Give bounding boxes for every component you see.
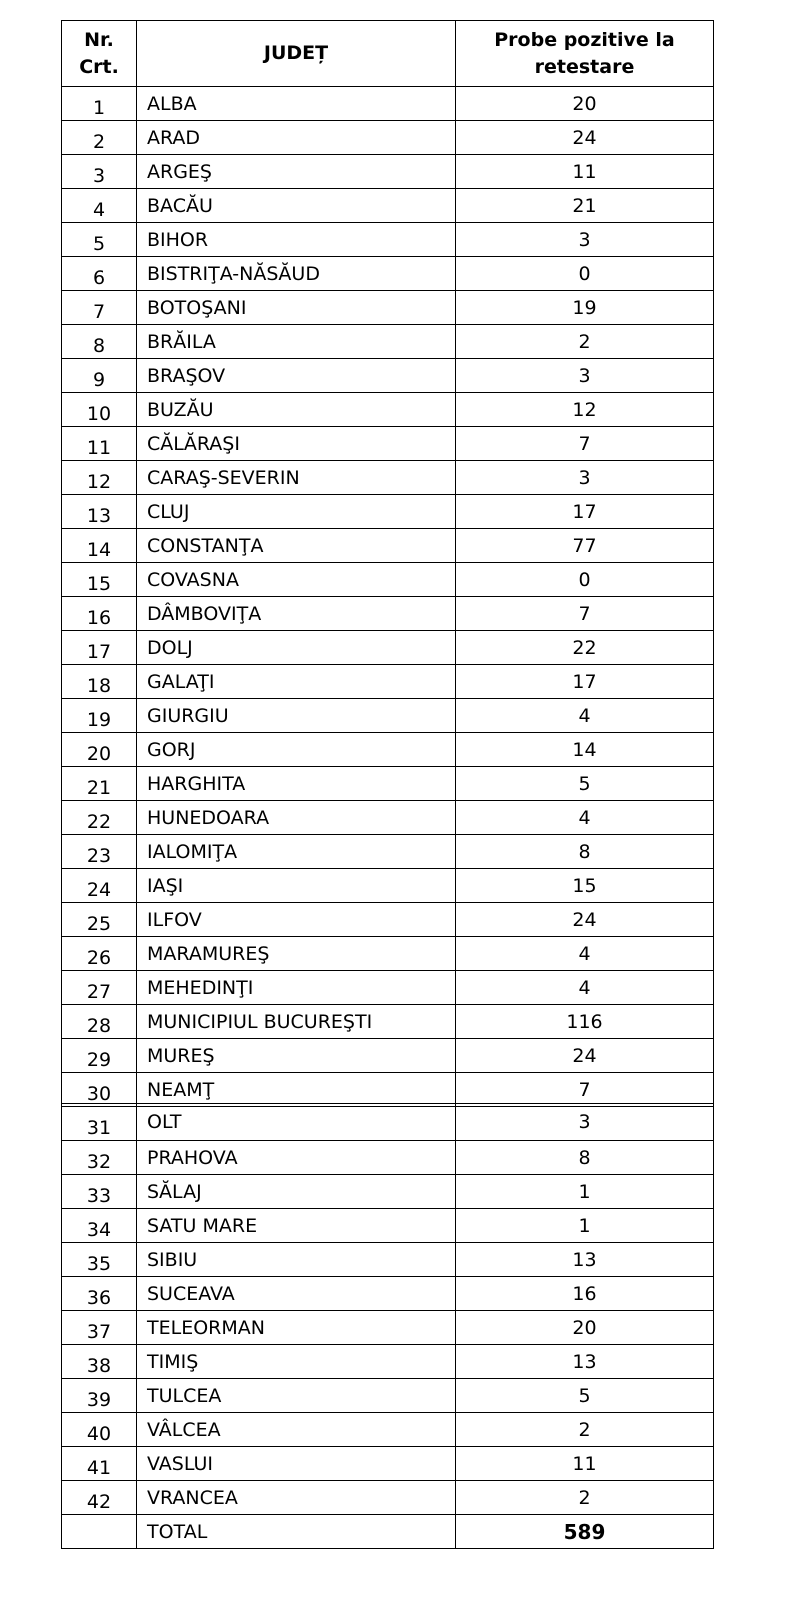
table-header-row xyxy=(62,21,714,87)
positive-count: 17 xyxy=(456,495,714,529)
table-row xyxy=(62,971,714,1005)
table-row xyxy=(62,1141,714,1175)
county-name: VASLUI xyxy=(137,1447,456,1481)
positive-count: 8 xyxy=(456,1141,714,1175)
total-nr xyxy=(62,1515,137,1549)
county-name: CONSTANŢA xyxy=(137,529,456,563)
table-row xyxy=(62,699,714,733)
positive-count: 15 xyxy=(456,869,714,903)
table-row xyxy=(62,869,714,903)
row-number: 32 xyxy=(62,1141,137,1175)
row-number: 37 xyxy=(62,1311,137,1345)
table-row xyxy=(62,155,714,189)
table-row xyxy=(62,1379,714,1413)
header-probe-line1: Probe pozitive la xyxy=(494,28,675,51)
county-name: BISTRIŢA-NĂSĂUD xyxy=(137,257,456,291)
positive-count: 19 xyxy=(456,291,714,325)
row-number: 26 xyxy=(62,937,137,971)
row-number: 6 xyxy=(62,257,137,291)
positive-count: 7 xyxy=(456,427,714,461)
county-name: GORJ xyxy=(137,733,456,767)
county-name: GIURGIU xyxy=(137,699,456,733)
row-number: 34 xyxy=(62,1209,137,1243)
positive-count: 4 xyxy=(456,699,714,733)
header-nr xyxy=(62,21,137,87)
county-name: ALBA xyxy=(137,87,456,121)
positive-count: 20 xyxy=(456,1311,714,1345)
positive-count: 11 xyxy=(456,1447,714,1481)
row-number: 14 xyxy=(62,529,137,563)
table-row xyxy=(62,1209,714,1243)
positive-count: 0 xyxy=(456,563,714,597)
row-number: 20 xyxy=(62,733,137,767)
table-row xyxy=(62,1005,714,1039)
table-row xyxy=(62,87,714,121)
row-number: 21 xyxy=(62,767,137,801)
row-number: 35 xyxy=(62,1243,137,1277)
positive-count: 24 xyxy=(456,121,714,155)
county-name: COVASNA xyxy=(137,563,456,597)
county-name: MARAMUREŞ xyxy=(137,937,456,971)
row-number: 12 xyxy=(62,461,137,495)
county-name: GALAŢI xyxy=(137,665,456,699)
row-number: 9 xyxy=(62,359,137,393)
row-number: 7 xyxy=(62,291,137,325)
county-name: SIBIU xyxy=(137,1243,456,1277)
positive-count: 16 xyxy=(456,1277,714,1311)
table-row xyxy=(62,1073,714,1107)
row-number: 5 xyxy=(62,223,137,257)
table-row xyxy=(62,631,714,665)
table-row xyxy=(62,1447,714,1481)
county-name: MEHEDINŢI xyxy=(137,971,456,1005)
row-number: 3 xyxy=(62,155,137,189)
header-probe xyxy=(456,21,714,87)
table-row xyxy=(62,1277,714,1311)
table-row xyxy=(62,325,714,359)
table-row xyxy=(62,1413,714,1447)
county-name: MUREŞ xyxy=(137,1039,456,1073)
positive-count: 1 xyxy=(456,1175,714,1209)
positive-count: 5 xyxy=(456,1379,714,1413)
positive-count: 3 xyxy=(456,1104,714,1141)
total-label: TOTAL xyxy=(137,1515,456,1549)
table-row xyxy=(62,665,714,699)
row-number: 42 xyxy=(62,1481,137,1515)
table-row xyxy=(62,393,714,427)
row-number: 41 xyxy=(62,1447,137,1481)
row-number: 11 xyxy=(62,427,137,461)
row-number: 23 xyxy=(62,835,137,869)
county-name: ILFOV xyxy=(137,903,456,937)
table-row xyxy=(62,529,714,563)
table-row xyxy=(62,427,714,461)
table-row xyxy=(62,257,714,291)
positive-count: 7 xyxy=(456,597,714,631)
table-row xyxy=(62,189,714,223)
row-number: 16 xyxy=(62,597,137,631)
row-number: 40 xyxy=(62,1413,137,1447)
positive-count: 1 xyxy=(456,1209,714,1243)
row-number: 25 xyxy=(62,903,137,937)
county-name: IALOMIŢA xyxy=(137,835,456,869)
table-row xyxy=(62,801,714,835)
county-name: CĂLĂRAŞI xyxy=(137,427,456,461)
row-number: 28 xyxy=(62,1005,137,1039)
total-value: 589 xyxy=(456,1515,714,1549)
positive-count: 2 xyxy=(456,325,714,359)
county-name: IAŞI xyxy=(137,869,456,903)
county-name: ARGEŞ xyxy=(137,155,456,189)
positive-count: 20 xyxy=(456,87,714,121)
row-number: 24 xyxy=(62,869,137,903)
county-name: ARAD xyxy=(137,121,456,155)
county-name: VRANCEA xyxy=(137,1481,456,1515)
positive-count: 13 xyxy=(456,1345,714,1379)
positive-count: 7 xyxy=(456,1073,714,1107)
row-number: 38 xyxy=(62,1345,137,1379)
positive-count: 2 xyxy=(456,1481,714,1515)
county-name: BRAŞOV xyxy=(137,359,456,393)
county-name: BRĂILA xyxy=(137,325,456,359)
positive-count: 14 xyxy=(456,733,714,767)
county-name: BACĂU xyxy=(137,189,456,223)
table-row xyxy=(62,563,714,597)
positive-count: 8 xyxy=(456,835,714,869)
row-number: 27 xyxy=(62,971,137,1005)
row-number: 30 xyxy=(62,1073,137,1107)
county-name: MUNICIPIUL BUCUREŞTI xyxy=(137,1005,456,1039)
positive-count: 21 xyxy=(456,189,714,223)
positive-count: 3 xyxy=(456,359,714,393)
positive-count: 77 xyxy=(456,529,714,563)
county-name: TIMIŞ xyxy=(137,1345,456,1379)
header-nr-line2: Crt. xyxy=(79,55,119,78)
table-row xyxy=(62,835,714,869)
table-row xyxy=(62,1104,714,1141)
table-row xyxy=(62,359,714,393)
row-number: 13 xyxy=(62,495,137,529)
header-judet: JUDEȚ xyxy=(137,21,456,87)
positive-count: 12 xyxy=(456,393,714,427)
positive-count: 24 xyxy=(456,1039,714,1073)
table-row xyxy=(62,767,714,801)
county-name: DÂMBOVIŢA xyxy=(137,597,456,631)
row-number: 8 xyxy=(62,325,137,359)
table-row xyxy=(62,1175,714,1209)
positive-count: 11 xyxy=(456,155,714,189)
county-name: OLT xyxy=(137,1104,456,1141)
row-number: 17 xyxy=(62,631,137,665)
county-table-part-2 xyxy=(61,1103,714,1549)
table-row xyxy=(62,1481,714,1515)
positive-count: 24 xyxy=(456,903,714,937)
total-row xyxy=(62,1515,714,1549)
county-name: HUNEDOARA xyxy=(137,801,456,835)
positive-count: 13 xyxy=(456,1243,714,1277)
positive-count: 2 xyxy=(456,1413,714,1447)
row-number: 29 xyxy=(62,1039,137,1073)
row-number: 33 xyxy=(62,1175,137,1209)
row-number: 15 xyxy=(62,563,137,597)
positive-count: 17 xyxy=(456,665,714,699)
table-row xyxy=(62,461,714,495)
positive-count: 4 xyxy=(456,801,714,835)
county-name: HARGHITA xyxy=(137,767,456,801)
positive-count: 116 xyxy=(456,1005,714,1039)
county-name: SĂLAJ xyxy=(137,1175,456,1209)
row-number: 31 xyxy=(62,1104,137,1141)
table-row xyxy=(62,121,714,155)
positive-count: 4 xyxy=(456,937,714,971)
county-name: CLUJ xyxy=(137,495,456,529)
table-row xyxy=(62,223,714,257)
county-name: SATU MARE xyxy=(137,1209,456,1243)
county-name: SUCEAVA xyxy=(137,1277,456,1311)
positive-count: 5 xyxy=(456,767,714,801)
table-row xyxy=(62,1039,714,1073)
row-number: 4 xyxy=(62,189,137,223)
county-name: NEAMŢ xyxy=(137,1073,456,1107)
table-row xyxy=(62,1243,714,1277)
county-name: BUZĂU xyxy=(137,393,456,427)
row-number: 1 xyxy=(62,87,137,121)
table-row xyxy=(62,1311,714,1345)
county-name: BOTOŞANI xyxy=(137,291,456,325)
table-row xyxy=(62,937,714,971)
row-number: 36 xyxy=(62,1277,137,1311)
row-number: 22 xyxy=(62,801,137,835)
county-name: TELEORMAN xyxy=(137,1311,456,1345)
header-nr-line1: Nr. xyxy=(84,28,114,51)
positive-count: 22 xyxy=(456,631,714,665)
positive-count: 0 xyxy=(456,257,714,291)
county-name: TULCEA xyxy=(137,1379,456,1413)
table-row xyxy=(62,1345,714,1379)
table-row xyxy=(62,903,714,937)
positive-count: 3 xyxy=(456,461,714,495)
positive-count: 4 xyxy=(456,971,714,1005)
table-row xyxy=(62,291,714,325)
row-number: 18 xyxy=(62,665,137,699)
table-row xyxy=(62,597,714,631)
row-number: 19 xyxy=(62,699,137,733)
county-name: PRAHOVA xyxy=(137,1141,456,1175)
row-number: 2 xyxy=(62,121,137,155)
county-name: CARAŞ-SEVERIN xyxy=(137,461,456,495)
county-name: VÂLCEA xyxy=(137,1413,456,1447)
positive-count: 3 xyxy=(456,223,714,257)
county-name: DOLJ xyxy=(137,631,456,665)
table-row xyxy=(62,733,714,767)
header-probe-line2: retestare xyxy=(534,55,635,78)
table-row xyxy=(62,495,714,529)
row-number: 10 xyxy=(62,393,137,427)
county-table-part-1 xyxy=(61,20,714,1107)
county-name: BIHOR xyxy=(137,223,456,257)
row-number: 39 xyxy=(62,1379,137,1413)
